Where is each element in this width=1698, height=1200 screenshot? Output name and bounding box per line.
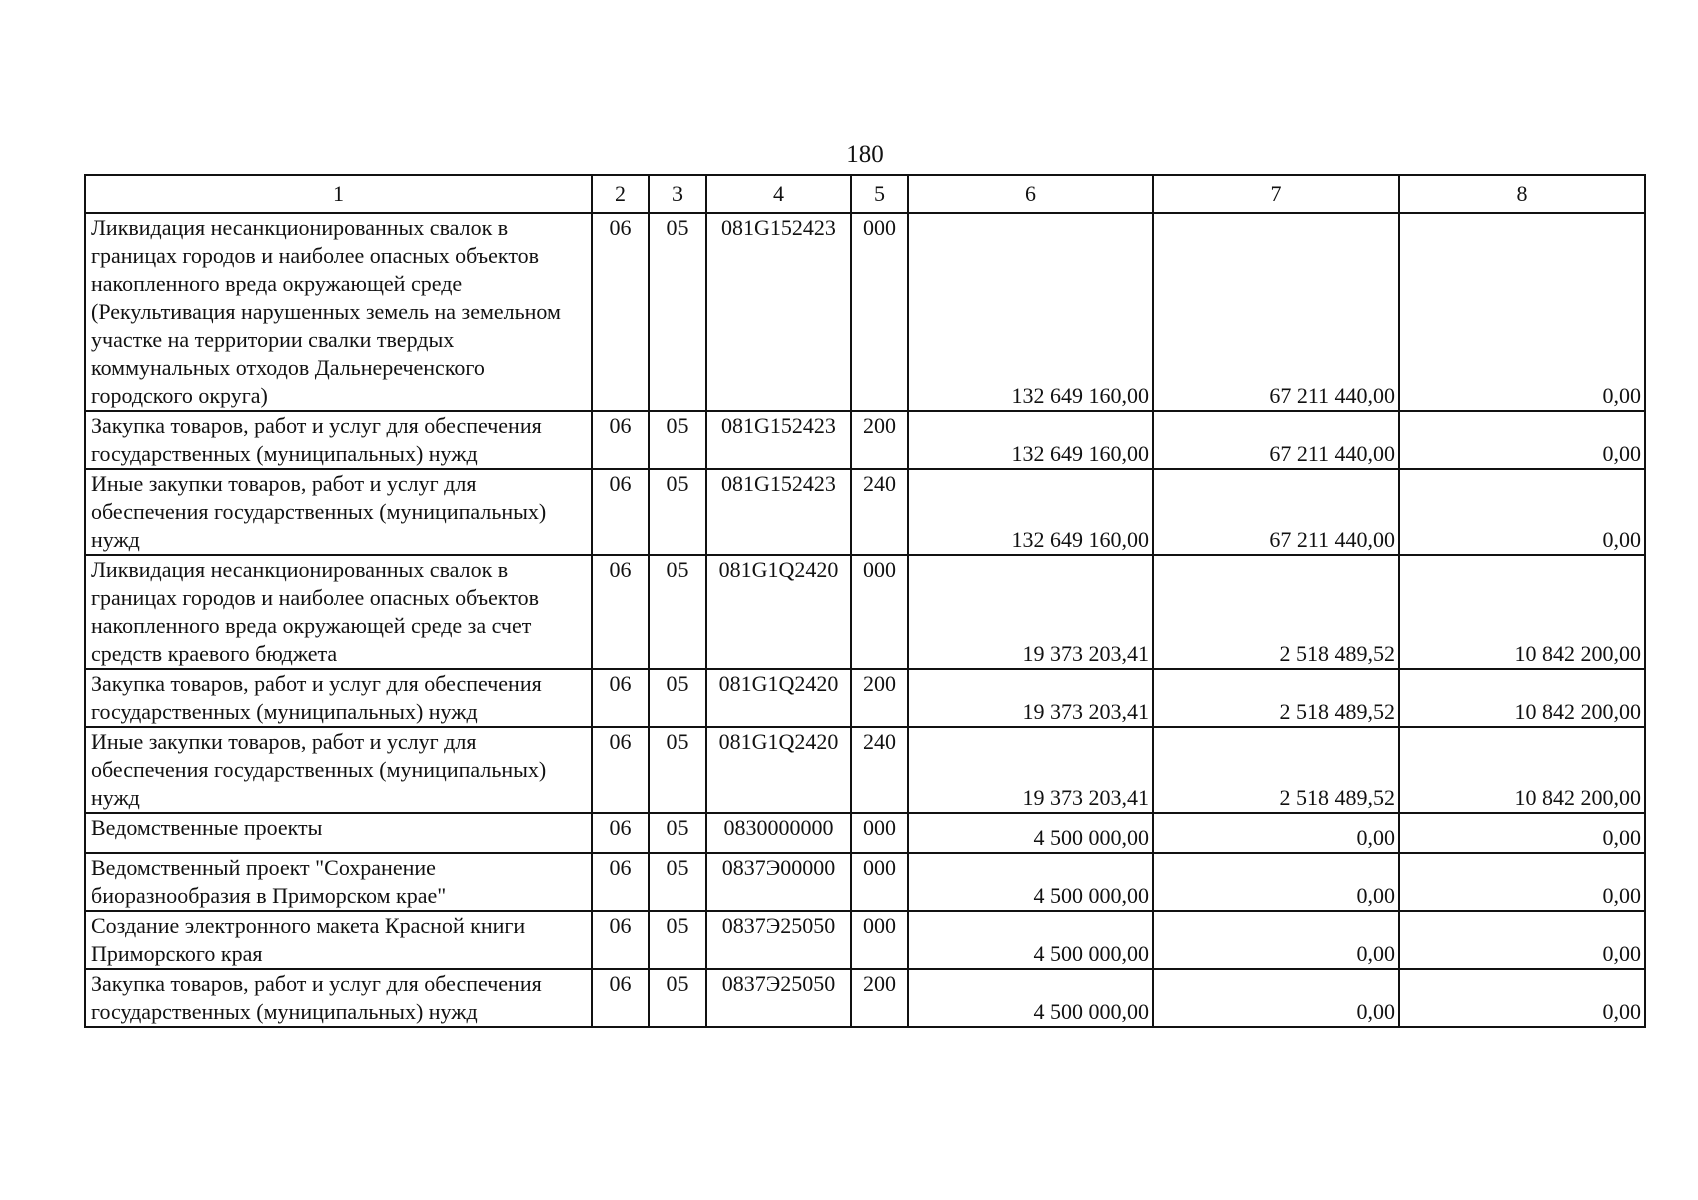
page-number: 180 (846, 141, 884, 168)
amount-col-8: 10 842 200,00 (1399, 669, 1645, 727)
amount-col-6: 4 500 000,00 (908, 813, 1153, 853)
subsection-code: 05 (649, 727, 706, 813)
row-name: Ликвидация несанкционированных свалок в границах городов и наиболее опасных объектов накопленного вреда окружающей среде (Рекультивация нарушенных земель на земельном участке на территории свалки твердых коммунальных отходов Дальнереченского городского округа) (85, 213, 592, 411)
amount-col-8: 0,00 (1399, 213, 1645, 411)
section-code: 06 (592, 555, 649, 669)
amount-col-7: 2 518 489,52 (1153, 669, 1399, 727)
row-name: Закупка товаров, работ и услуг для обеспечения государственных (муниципальных) нужд (85, 411, 592, 469)
section-code: 06 (592, 669, 649, 727)
target-article-code: 081G1Q2420 (706, 727, 851, 813)
section-code: 06 (592, 911, 649, 969)
header-cell: 2 (592, 175, 649, 213)
table-row (85, 813, 1645, 853)
header-cell: 1 (85, 175, 592, 213)
amount-col-7: 2 518 489,52 (1153, 555, 1399, 669)
subsection-code: 05 (649, 213, 706, 411)
subsection-code: 05 (649, 911, 706, 969)
amount-col-6: 4 500 000,00 (908, 969, 1153, 1027)
subsection-code: 05 (649, 555, 706, 669)
table-row (85, 469, 1645, 555)
table-row (85, 555, 1645, 669)
subsection-code: 05 (649, 969, 706, 1027)
header-cell: 3 (649, 175, 706, 213)
row-name: Закупка товаров, работ и услуг для обеспечения государственных (муниципальных) нужд (85, 669, 592, 727)
section-code: 06 (592, 853, 649, 911)
target-article-code: 081G152423 (706, 469, 851, 555)
expense-type-code: 200 (851, 669, 908, 727)
amount-col-6: 4 500 000,00 (908, 911, 1153, 969)
section-code: 06 (592, 469, 649, 555)
expense-type-code: 000 (851, 853, 908, 911)
amount-col-6: 19 373 203,41 (908, 727, 1153, 813)
budget-table (84, 174, 1646, 1028)
target-article-code: 0830000000 (706, 813, 851, 853)
expense-type-code: 240 (851, 469, 908, 555)
table-row (85, 853, 1645, 911)
expense-type-code: 000 (851, 555, 908, 669)
subsection-code: 05 (649, 469, 706, 555)
amount-col-8: 0,00 (1399, 411, 1645, 469)
subsection-code: 05 (649, 669, 706, 727)
section-code: 06 (592, 969, 649, 1027)
expense-type-code: 200 (851, 969, 908, 1027)
table-header-row (85, 175, 1645, 213)
expense-type-code: 200 (851, 411, 908, 469)
subsection-code: 05 (649, 411, 706, 469)
amount-col-8: 0,00 (1399, 911, 1645, 969)
table-row (85, 213, 1645, 411)
target-article-code: 081G152423 (706, 213, 851, 411)
subsection-code: 05 (649, 853, 706, 911)
row-name: Закупка товаров, работ и услуг для обеспечения государственных (муниципальных) нужд (85, 969, 592, 1027)
amount-col-6: 132 649 160,00 (908, 411, 1153, 469)
expense-type-code: 000 (851, 213, 908, 411)
expense-type-code: 240 (851, 727, 908, 813)
table-row (85, 727, 1645, 813)
amount-col-6: 19 373 203,41 (908, 555, 1153, 669)
amount-col-7: 67 211 440,00 (1153, 411, 1399, 469)
target-article-code: 0837Э00000 (706, 853, 851, 911)
header-cell: 7 (1153, 175, 1399, 213)
amount-col-6: 4 500 000,00 (908, 853, 1153, 911)
row-name: Ведомственный проект "Сохранение биоразнообразия в Приморском крае" (85, 853, 592, 911)
header-cell: 8 (1399, 175, 1645, 213)
header-cell: 6 (908, 175, 1153, 213)
amount-col-7: 0,00 (1153, 969, 1399, 1027)
section-code: 06 (592, 213, 649, 411)
amount-col-7: 0,00 (1153, 813, 1399, 853)
subsection-code: 05 (649, 813, 706, 853)
row-name: Ликвидация несанкционированных свалок в границах городов и наиболее опасных объектов накопленного вреда окружающей среде за счет средств краевого бюджета (85, 555, 592, 669)
table-row (85, 911, 1645, 969)
amount-col-8: 0,00 (1399, 469, 1645, 555)
row-name: Иные закупки товаров, работ и услуг для обеспечения государственных (муниципальных) нужд (85, 727, 592, 813)
header-cell: 5 (851, 175, 908, 213)
amount-col-7: 2 518 489,52 (1153, 727, 1399, 813)
amount-col-8: 0,00 (1399, 969, 1645, 1027)
target-article-code: 0837Э25050 (706, 969, 851, 1027)
table-row (85, 669, 1645, 727)
amount-col-8: 10 842 200,00 (1399, 555, 1645, 669)
row-name: Создание электронного макета Красной книги Приморского края (85, 911, 592, 969)
target-article-code: 081G1Q2420 (706, 669, 851, 727)
section-code: 06 (592, 813, 649, 853)
amount-col-6: 19 373 203,41 (908, 669, 1153, 727)
amount-col-6: 132 649 160,00 (908, 469, 1153, 555)
amount-col-7: 0,00 (1153, 911, 1399, 969)
amount-col-8: 0,00 (1399, 853, 1645, 911)
row-name: Ведомственные проекты (85, 813, 592, 853)
amount-col-7: 0,00 (1153, 853, 1399, 911)
section-code: 06 (592, 727, 649, 813)
section-code: 06 (592, 411, 649, 469)
target-article-code: 0837Э25050 (706, 911, 851, 969)
row-name: Иные закупки товаров, работ и услуг для обеспечения государственных (муниципальных) нужд (85, 469, 592, 555)
expense-type-code: 000 (851, 813, 908, 853)
target-article-code: 081G152423 (706, 411, 851, 469)
amount-col-8: 0,00 (1399, 813, 1645, 853)
amount-col-6: 132 649 160,00 (908, 213, 1153, 411)
amount-col-7: 67 211 440,00 (1153, 469, 1399, 555)
amount-col-7: 67 211 440,00 (1153, 213, 1399, 411)
expense-type-code: 000 (851, 911, 908, 969)
amount-col-8: 10 842 200,00 (1399, 727, 1645, 813)
target-article-code: 081G1Q2420 (706, 555, 851, 669)
table-row (85, 411, 1645, 469)
table-row (85, 969, 1645, 1027)
header-cell: 4 (706, 175, 851, 213)
